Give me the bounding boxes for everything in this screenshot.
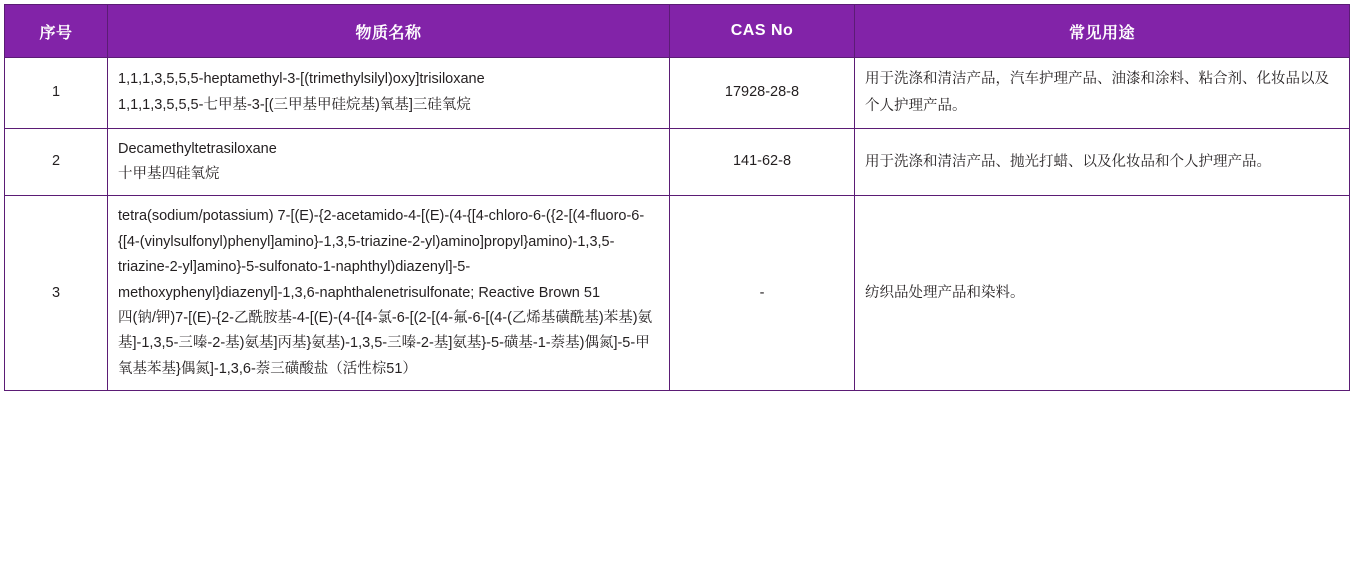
cell-use: 用于洗涤和清洁产品、抛光打蜡、以及化妆品和个人护理产品。	[855, 128, 1350, 196]
table-header	[5, 5, 1350, 58]
cell-name	[108, 128, 670, 196]
cell-index: 3	[5, 196, 108, 391]
cell-index: 1	[5, 58, 108, 129]
cell-name	[108, 58, 670, 129]
column-header-use: 常见用途	[855, 5, 1350, 58]
cell-name-en: tetra(sodium/potassium) 7-[(E)-{2-acetamido-4-[(E)-(4-{[4-chloro-6-({2-[(4-fluoro-6-{[4-(vinylsulfonyl)phenyl]amino}-1,3,5-triazine-2-yl)amino]propyl}amino)-1,3,5-triazine-2-yl]amino}-5-sulfonato-1-naphthyl)diazenyl]-5-methoxyphenyl}diazenyl]-1,3,6-naphthalenetrisulfonate; Reactive Brown 51	[118, 208, 645, 301]
cell-name-zh: 四(钠/钾)7-[(E)-{2-乙酰胺基-4-[(E)-(4-{[4-氯-6-[(2-[(4-氟-6-[(4-(乙烯基磺酰基)苯基)氨基]-1,3,5-三嗪-2-基)氨基]丙基}氨基)-1,3,5-三嗪-2-基]氨基}-5-磺基-1-萘基)偶氮]-5-甲氧基苯基}偶氮]-1,3,6-萘三磺酸盐（活性棕51）	[118, 309, 653, 377]
column-header-name: 物质名称	[108, 5, 670, 58]
cell-name-zh: 1,1,1,3,5,5,5-七甲基-3-[(三甲基甲硅烷基)氧基]三硅氧烷	[118, 96, 471, 113]
cell-cas: 141-62-8	[670, 128, 855, 196]
cell-index: 2	[5, 128, 108, 196]
cell-name-en: Decamethyltetrasiloxane	[118, 140, 277, 157]
column-header-cas: CAS No	[670, 5, 855, 58]
cell-name-zh: 十甲基四硅氧烷	[118, 166, 220, 182]
table-row	[5, 196, 1350, 391]
table-header-row	[5, 5, 1350, 58]
cell-use: 用于洗涤和清洁产品，汽车护理产品、油漆和涂料、粘合剂、化妆品以及个人护理产品。	[855, 58, 1350, 129]
cell-name	[108, 196, 670, 391]
table-row	[5, 58, 1350, 129]
cell-name-en: 1,1,1,3,5,5,5-heptamethyl-3-[(trimethylsilyl)oxy]trisiloxane	[118, 71, 485, 88]
cell-use: 纺织品处理产品和染料。	[855, 196, 1350, 391]
substance-table	[4, 4, 1350, 391]
table-body	[5, 58, 1350, 391]
cell-cas: -	[670, 196, 855, 391]
column-header-index: 序号	[5, 5, 108, 58]
table-row	[5, 128, 1350, 196]
cell-cas: 17928-28-8	[670, 58, 855, 129]
